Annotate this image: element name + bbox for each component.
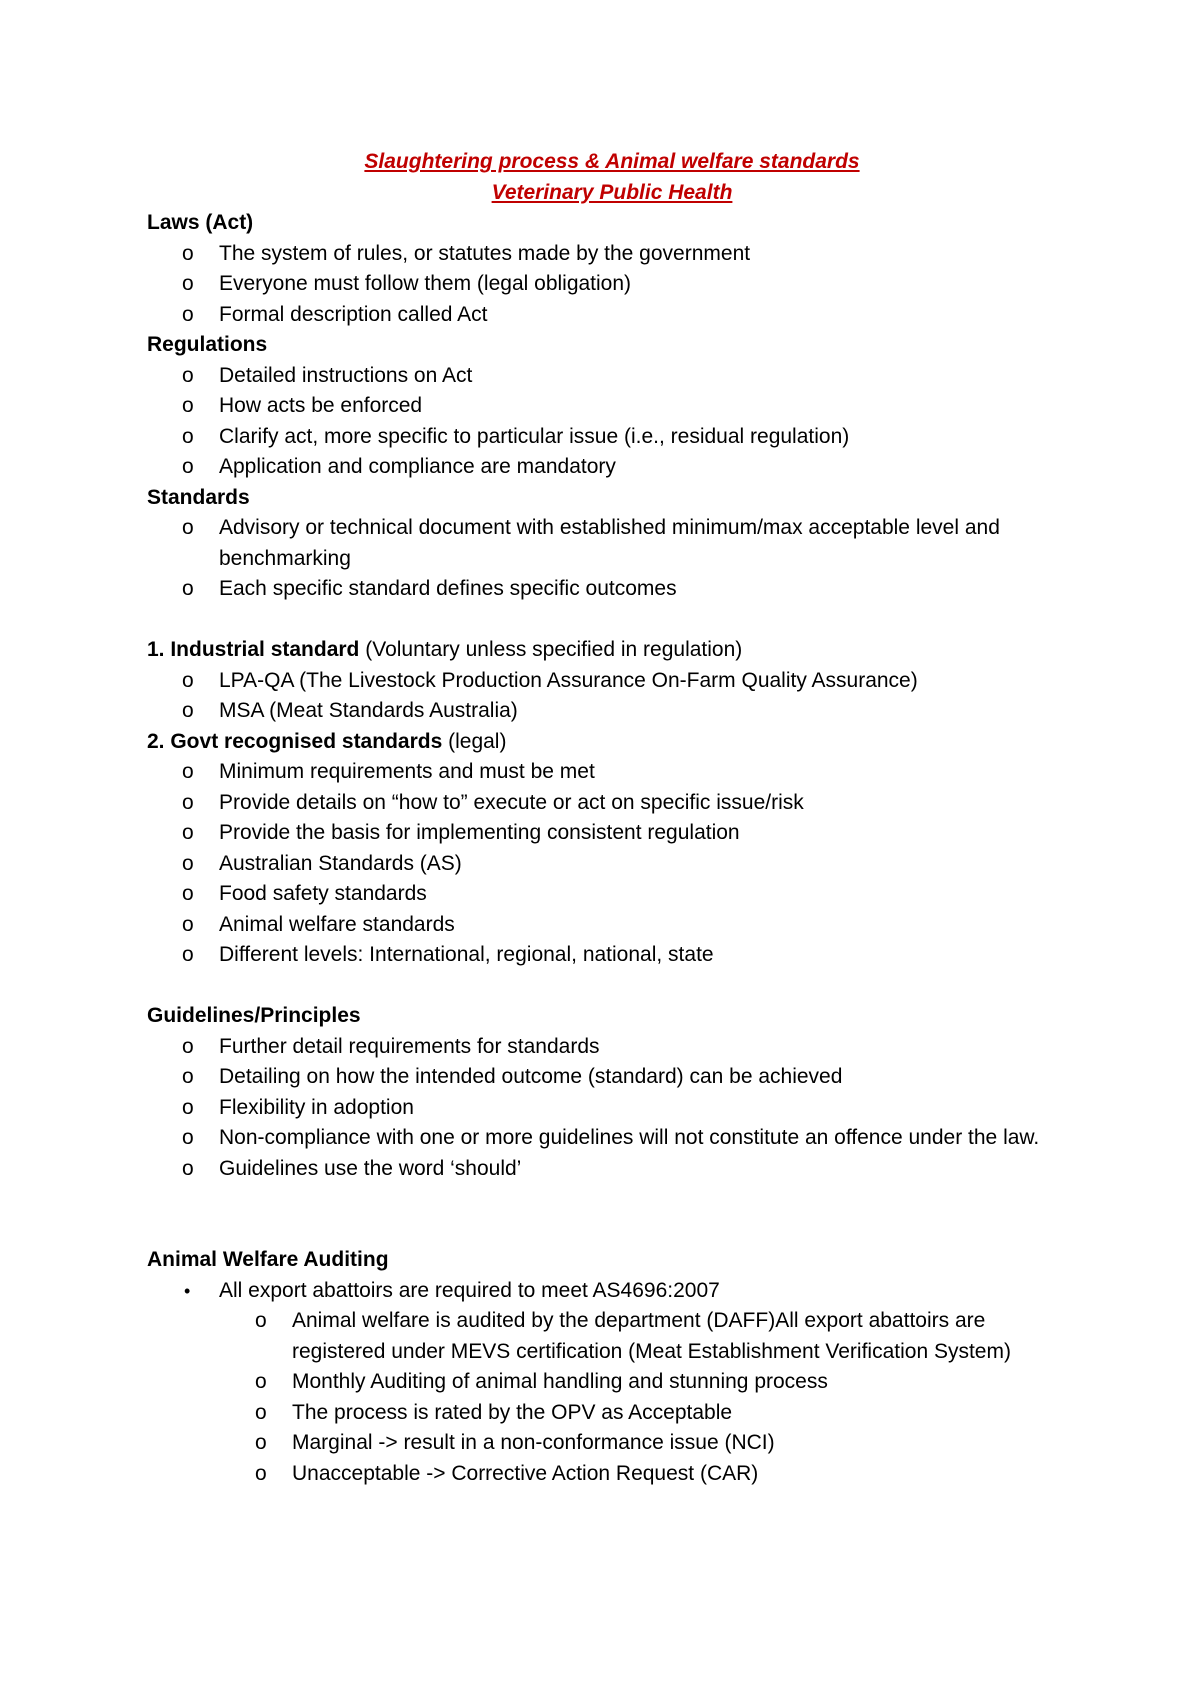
circle-bullet-icon: o bbox=[182, 912, 194, 936]
list-item-text: Food safety standards bbox=[219, 882, 427, 905]
list-item bbox=[147, 239, 1077, 270]
circle-bullet-icon: o bbox=[182, 1034, 194, 1058]
list-item bbox=[147, 818, 1077, 849]
circle-bullet-icon: o bbox=[182, 668, 194, 692]
circle-bullet-icon: o bbox=[182, 241, 194, 265]
list-item-text: Animal welfare standards bbox=[219, 912, 455, 936]
list-item-text: How acts be enforced bbox=[219, 394, 423, 417]
list-item-text: Application and compliance are mandatory bbox=[219, 455, 616, 478]
document-body bbox=[147, 147, 1077, 1489]
industrial-standard-heading bbox=[147, 635, 1077, 666]
list-item bbox=[147, 666, 1077, 697]
list-item bbox=[147, 1276, 1077, 1307]
heading-normal-text: (Voluntary unless specified in regulation) bbox=[359, 638, 743, 661]
circle-bullet-icon: o bbox=[182, 302, 194, 326]
list-item bbox=[147, 1306, 1077, 1367]
list-item bbox=[147, 452, 1077, 483]
list-item bbox=[147, 910, 1077, 941]
spacer bbox=[147, 971, 1077, 1002]
govt-standards-heading bbox=[147, 727, 1077, 758]
list-item-text: MSA (Meat Standards Australia) bbox=[219, 699, 518, 722]
list-item-text: All export abattoirs are required to meet AS4696:2007 bbox=[219, 1278, 720, 1302]
circle-bullet-icon: o bbox=[182, 851, 194, 875]
document-title: Slaughtering process & Animal welfare standards bbox=[364, 150, 860, 173]
list-item-text: Australian Standards (AS) bbox=[219, 851, 462, 875]
list-item-text: Non-compliance with one or more guidelines will not constitute an offence under the law. bbox=[219, 1126, 1040, 1149]
guidelines-list bbox=[147, 1032, 1077, 1185]
list-item bbox=[147, 1032, 1077, 1063]
list-item-text: Animal welfare is audited by the department (DAFF)All export abattoirs are registered under MEVS certification (Meat Establishment Verification System) bbox=[292, 1309, 1011, 1363]
list-item bbox=[147, 1062, 1077, 1093]
heading-normal-text: (legal) bbox=[442, 729, 507, 753]
list-item bbox=[147, 1093, 1077, 1124]
list-item-text: Different levels: International, regional, national, state bbox=[219, 943, 714, 966]
circle-bullet-icon: o bbox=[182, 1126, 194, 1149]
circle-bullet-icon: o bbox=[255, 1370, 267, 1393]
document-subtitle: Veterinary Public Health bbox=[491, 180, 733, 204]
auditing-list bbox=[147, 1276, 1077, 1307]
regulations-heading: Regulations bbox=[147, 333, 268, 356]
circle-bullet-icon: o bbox=[255, 1400, 267, 1424]
list-item-text: Clarify act, more specific to particular issue (i.e., residual regulation) bbox=[219, 424, 850, 448]
list-item bbox=[147, 879, 1077, 910]
circle-bullet-icon: o bbox=[182, 943, 194, 966]
circle-bullet-icon: o bbox=[182, 1095, 194, 1119]
list-item-text: Further detail requirements for standards bbox=[219, 1034, 600, 1058]
circle-bullet-icon: o bbox=[182, 882, 194, 905]
auditing-heading: Animal Welfare Auditing bbox=[147, 1248, 389, 1271]
circle-bullet-icon: o bbox=[182, 394, 194, 417]
list-item-text: Minimum requirements and must be met bbox=[219, 760, 595, 783]
list-item bbox=[147, 1398, 1077, 1429]
list-item bbox=[147, 1367, 1077, 1398]
list-item bbox=[147, 849, 1077, 880]
list-item-text: Monthly Auditing of animal handling and stunning process bbox=[292, 1370, 828, 1393]
laws-heading: Laws (Act) bbox=[147, 211, 254, 234]
govt-standards-list bbox=[147, 757, 1077, 971]
circle-bullet-icon: o bbox=[182, 272, 194, 295]
list-item-text: Detailing on how the intended outcome (standard) can be achieved bbox=[219, 1065, 843, 1088]
list-item-text: LPA-QA (The Livestock Production Assurance On-Farm Quality Assurance) bbox=[219, 668, 918, 692]
circle-bullet-icon: o bbox=[182, 363, 194, 387]
spacer bbox=[147, 1184, 1077, 1215]
standards-heading: Standards bbox=[147, 485, 250, 509]
list-item bbox=[147, 757, 1077, 788]
list-item-text: Everyone must follow them (legal obligation) bbox=[219, 272, 632, 295]
circle-bullet-icon: o bbox=[255, 1309, 267, 1332]
circle-bullet-icon: o bbox=[182, 1156, 194, 1180]
list-item bbox=[147, 391, 1077, 422]
list-item bbox=[147, 300, 1077, 331]
list-item bbox=[147, 788, 1077, 819]
guidelines-heading: Guidelines/Principles bbox=[147, 1004, 361, 1027]
circle-bullet-icon: o bbox=[182, 760, 194, 783]
regulations-list bbox=[147, 361, 1077, 483]
list-item-text: The system of rules, or statutes made by the government bbox=[219, 241, 751, 265]
standards-list bbox=[147, 513, 1077, 605]
industrial-standard-list bbox=[147, 666, 1077, 727]
laws-list bbox=[147, 239, 1077, 331]
circle-bullet-icon: o bbox=[255, 1461, 267, 1485]
list-item-text: Marginal -> result in a non-conformance issue (NCI) bbox=[292, 1431, 775, 1454]
list-item bbox=[147, 574, 1077, 605]
list-item-text: Each specific standard defines specific outcomes bbox=[219, 577, 677, 600]
spacer bbox=[147, 605, 1077, 636]
circle-bullet-icon: o bbox=[182, 516, 194, 539]
list-item bbox=[147, 1123, 1077, 1154]
list-item-text: Guidelines use the word ‘should’ bbox=[219, 1156, 522, 1180]
circle-bullet-icon: o bbox=[182, 821, 194, 844]
list-item-text: Provide the basis for implementing consistent regulation bbox=[219, 821, 740, 844]
list-item-text: Provide details on “how to” execute or act on specific issue/risk bbox=[219, 790, 804, 814]
list-item-text: Formal description called Act bbox=[219, 302, 488, 326]
heading-bold-text: 1. Industrial standard bbox=[147, 638, 360, 661]
list-item-text: The process is rated by the OPV as Acceptable bbox=[292, 1400, 733, 1424]
circle-bullet-icon: o bbox=[182, 790, 194, 814]
list-item bbox=[147, 1428, 1077, 1459]
list-item-text: Unacceptable -> Corrective Action Request (CAR) bbox=[292, 1461, 759, 1485]
auditing-sublist bbox=[147, 1306, 1077, 1489]
circle-bullet-icon: o bbox=[182, 577, 194, 600]
list-item-text: Advisory or technical document with established minimum/max acceptable level and benchmarking bbox=[219, 516, 1000, 570]
list-item-text: Detailed instructions on Act bbox=[219, 363, 473, 387]
list-item bbox=[147, 1459, 1077, 1490]
list-item bbox=[147, 361, 1077, 392]
list-item bbox=[147, 1154, 1077, 1185]
list-item bbox=[147, 940, 1077, 971]
circle-bullet-icon: o bbox=[182, 699, 194, 722]
list-item bbox=[147, 513, 1077, 574]
circle-bullet-icon: o bbox=[182, 1065, 194, 1088]
bullet-icon: • bbox=[184, 1280, 191, 1301]
heading-bold-text: 2. Govt recognised standards bbox=[147, 729, 443, 753]
list-item bbox=[147, 422, 1077, 453]
list-item bbox=[147, 696, 1077, 727]
circle-bullet-icon: o bbox=[182, 455, 194, 478]
list-item-text: Flexibility in adoption bbox=[219, 1095, 414, 1119]
list-item bbox=[147, 269, 1077, 300]
circle-bullet-icon: o bbox=[182, 424, 194, 448]
spacer bbox=[147, 1215, 1077, 1246]
circle-bullet-icon: o bbox=[255, 1431, 267, 1454]
